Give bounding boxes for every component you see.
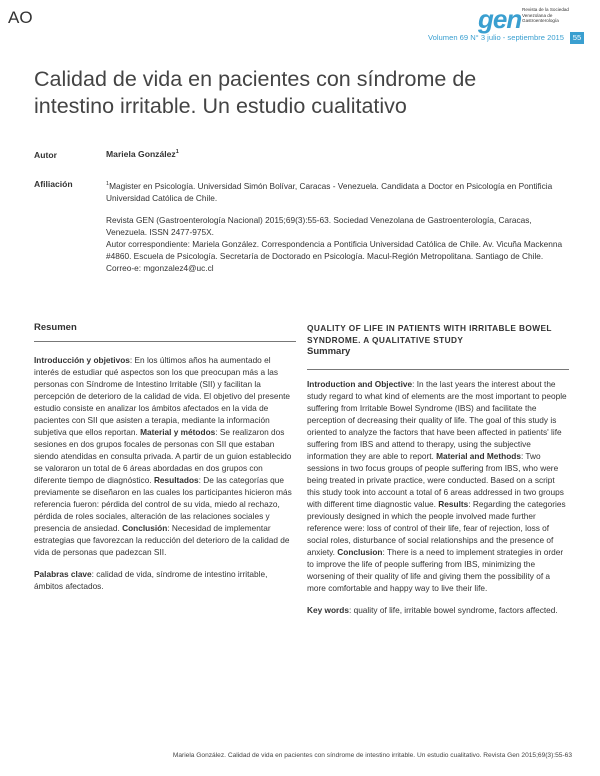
author-label: Autor [34,150,57,160]
author-name [106,149,179,159]
summary-methods-text: : Two sessions in two focus groups of people suffering from IBS, who were being treated in private practice, were conducted. Based on a script this study took into account a total of 6 areas addressed in two groups with different time diagnostic value. [307,451,564,509]
summary-rule [307,369,569,370]
affiliation-block [106,178,564,274]
resumen-conclusion-label: Conclusión [122,523,168,533]
affiliation-text: Magister en Psicología. Universidad Simón Bolívar, Caracas - Venezuela. Candidata a Doctor en Psicología en Pontificia Universidad Católica de Chile. [106,180,553,203]
resumen-conclusion-text: : Necesidad de implementar estrategias que favorezcan la reducción del deterioro de la calidad de vida de personas que padezcan SII. [34,523,290,557]
section-tag: AO [8,8,33,27]
resumen-results-text: : De las categorías que previamente se diseñaron en las cuales los participantes hicieron más referencia fueron: pérdida del control de su vida, miedo al rechazo, pérdida de roles sociales, alteración de las relaciones sociales y presencia de ansiedad. [34,475,292,533]
email-text: Correo-e: mgonzalez4@uc.cl [106,262,214,273]
summary-column [307,322,569,616]
summary-keywords-label: Key words [307,605,349,615]
summary-body [307,378,569,594]
summary-results-label: Results [438,499,469,509]
summary-heading: Summary [307,346,351,357]
summary-keywords-text: : quality of life, irritable bowel syndrome, factors affected. [348,605,558,615]
affiliation-label: Afiliación [34,179,73,189]
society-name: Revista de la Sociedad Venezolana de Gastroenterología [522,7,569,24]
summary-keywords [307,604,569,616]
article-title: Calidad de vida en pacientes con síndrome de intestino irritable. Un estudio cualitativo [34,67,477,118]
summary-intro-text: : In the last years the interest about the study regard to what kind of elements are the most important to people suffering from Irritable Bowel Syndrome (IBS) and facilitate the perception of decreasing their quality of life. The goal of this study is oriented to analyze the factors that have been affected in patients' life suffering from IBS and attend to therapy, using the subjective information they are able to report. [307,379,567,461]
resumen-intro-label: Introducción y objetivos [34,355,130,365]
resumen-heading: Resumen [34,322,77,333]
author-superscript: 1 [175,149,179,156]
summary-methods-label: Material and Methods [436,451,521,461]
correspondence-text: Autor correspondiente: Mariela González. Correspondencia a Pontificia Universidad Católica de Chile. Av. Vicuña Mackenna #4860. Escuela de Psicología. Secretaría de Doctorado en Psicología. Macul-Región Metropolitana. Santiago de Chile. [106,238,563,261]
logo-text: gen [478,4,522,34]
summary-conclusion-label: Conclusion [337,547,383,557]
footer-citation: Mariela González. Calidad de vida en pacientes con síndrome de intestino irritable. Un estudio cualitativo. Revista Gen 2015;69(3):55-63 [172,752,572,759]
resumen-keywords [34,568,296,592]
resumen-intro-text: : En los últimos años ha aumentado el interés de estudiar qué aspectos son los que preocupan más a las personas con Síndrome de Intestino Irritable (SII) y facilitan la percepción de deterioro de la calidad de vida. El objetivo del presente estudio consiste en analizar los ámbitos afectados en la vida de pacientes con SII que asisten a terapia, mediante la información subjetiva que ellos reportan. [34,355,290,437]
affiliation [106,178,564,204]
summary-results-text: : Regarding the categories previously designed in which the people involved made further reference were: loss of control of their life, fear of rejection, loss of social roles, disturbance of social relationships and the presence of anxiety. [307,499,566,557]
affiliation-superscript: 1 [106,181,110,187]
resumen-methods-text: : Se realizaron dos sesiones en dos grupos focales de personas con SII que estaban siendo atendidas en consulta privada. A partir de un guion establecido se valoraron un total de 6 áreas abordadas en dos grupos con diferente tiempo de diagnóstico. [34,427,292,485]
english-title: QUALITY OF LIFE IN PATIENTS WITH IRRITABLE BOWEL SYNDROME. A QUALITATIVE STUDY [307,323,552,345]
resumen-results-label: Resultados [153,475,199,485]
page-number: 55 [570,32,584,44]
summary-intro-label: Introduction and Objective [307,379,413,389]
spacer [34,558,296,568]
resumen-column [34,322,296,592]
spacer [307,594,569,604]
resumen-rule [34,341,296,342]
author-name-text: Mariela González [106,149,176,159]
citation-text: Revista GEN (Gastroenterología Nacional) 2015;69(3):55-63. Sociedad Venezolana de Gastroenterología, Caracas, Venezuela. ISSN 2477-975X. [106,214,532,237]
resumen-keywords-label: Palabras clave [34,569,92,579]
volume-info: Volumen 69 N° 3 julio - septiembre 2015 [427,33,564,42]
resumen-keywords-text: : calidad de vida, síndrome de intestino irritable, ámbitos afectados. [34,569,268,591]
resumen-methods-label: Material y métodos [140,427,216,437]
resumen-body [34,354,296,558]
summary-conclusion-text: : There is a need to implement strategies in order to improve the life of people suffering from IBS, minimizing the worsening of their quality of life and giving them the possibility of a more comfortable and happy way to live their life. [307,547,564,593]
volume-bar [0,32,568,44]
